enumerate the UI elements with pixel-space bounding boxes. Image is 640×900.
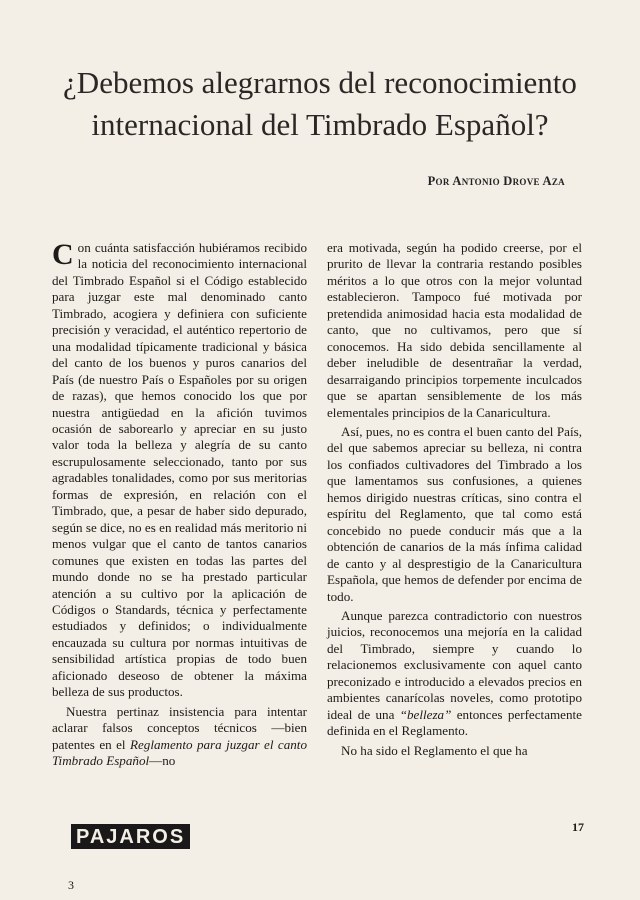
paragraph bbox=[52, 240, 307, 701]
title-line-2: internacional del Timbrado Español? bbox=[91, 107, 549, 142]
paragraph: Así, pues, no es contra el buen canto del País, del que sabemos apreciar su belleza, ni contra los confiados cultivadores del Timbrado a los que lamentamos sus confusiones, a quienes hemos dirigido nuestras críticas, sino contra el espíritu del Reglamento, que tal como está concebido no puede conducir más que a la obtención de canarios de la más ínfima calidad de canto y al desprestigio de la Canaricultura Española, que hemos de defender por encima de todo. bbox=[327, 423, 582, 604]
page-number: 17 bbox=[572, 820, 584, 834]
paragraph: Aunque parezca contradictorio con nuestros juicios, reconocemos una mejoría en la calidad del Timbrado, siempre y cuando lo relacionemos exclusivamente con aquel canto preconizado e introducido a elevados precios en ambientes canarícolas noveles, como prototipo ideal de una “belleza” entonces perfectamente definida en el Reglamento. bbox=[327, 607, 582, 739]
paragraph: No ha sido el Reglamento el que ha bbox=[341, 742, 528, 758]
paragraph-text: on cuánta satisfacción hubiéramos recibido la noticia del reconocimiento internacional del Timbrado Español si el Código establecido para juzgar este mal denominado canto Timbrado, acogiera y definiera con suficiente precisión y veracidad, el auténtico repertorio de una modalidad típicamente tradicional y básica del canto de los buenos y puros canarios del País (de nuestro País o Españoles por su origen de razas), que hemos conocido los que por nuestra antigüedad en la afición tuvimos ocasión de saborearlo y apreciar en su justo valor toda la belleza y alegría de su canto escrupulosamente seleccionado, tanto por sus agradables tonalidades, como por sus meritorias formas de expresión, en relación con el Timbrado, que, a pesar de haber sido depurado, según se dice, no es en realidad más meritorio ni menos vulgar que el canto de tantos canarios comunes que existen en todas las partes del mundo donde no se ha prestado particular atención a su cultivo por la aplicación de Códigos o Standards, técnica y perfectamente estudiados y definidos; o individualmente encauzada su cultura por normas intuitivas de sensibilidad artística propias de todo buen aficionado deseoso de obtener la máxima belleza de sus productos. bbox=[52, 240, 307, 700]
emphasis-text: Reglamento para juzgar el canto Timbrado Español bbox=[52, 736, 307, 769]
author-byline: Por Antonio Drove Aza bbox=[427, 174, 565, 188]
article-title bbox=[40, 62, 600, 146]
paragraph: Nuestra pertinaz insistencia para intentar aclarar falsos conceptos técnicos —bien patentes en el Reglamento para juzgar el canto Timbrado Español—no bbox=[52, 703, 307, 769]
emphasis-text: “belleza” bbox=[399, 706, 452, 722]
magazine-logo: PAJAROS bbox=[71, 824, 190, 849]
left-column bbox=[52, 240, 307, 773]
drop-cap: C bbox=[52, 238, 74, 271]
title-line-1: ¿Debemos alegrarnos del reconocimiento bbox=[63, 65, 577, 100]
paragraph: era motivada, según ha podido creerse, por el prurito de llevar la contraria restando posibles méritos a lo que otros con la mejor voluntad establecieron. Tampoco fué motivada por pretendida animosidad hacia esta modalidad de canto, que no cultivamos, pero que sí conocemos. Ha sido debida sencillamente al deber ineludible de desentrañar la verdad, desarraigando principios torpemente inculcados que se apartan sensiblemente de los más elementales principios de la Canaricultura. bbox=[327, 240, 582, 420]
footer-number: 3 bbox=[68, 878, 74, 892]
right-column bbox=[327, 240, 582, 762]
